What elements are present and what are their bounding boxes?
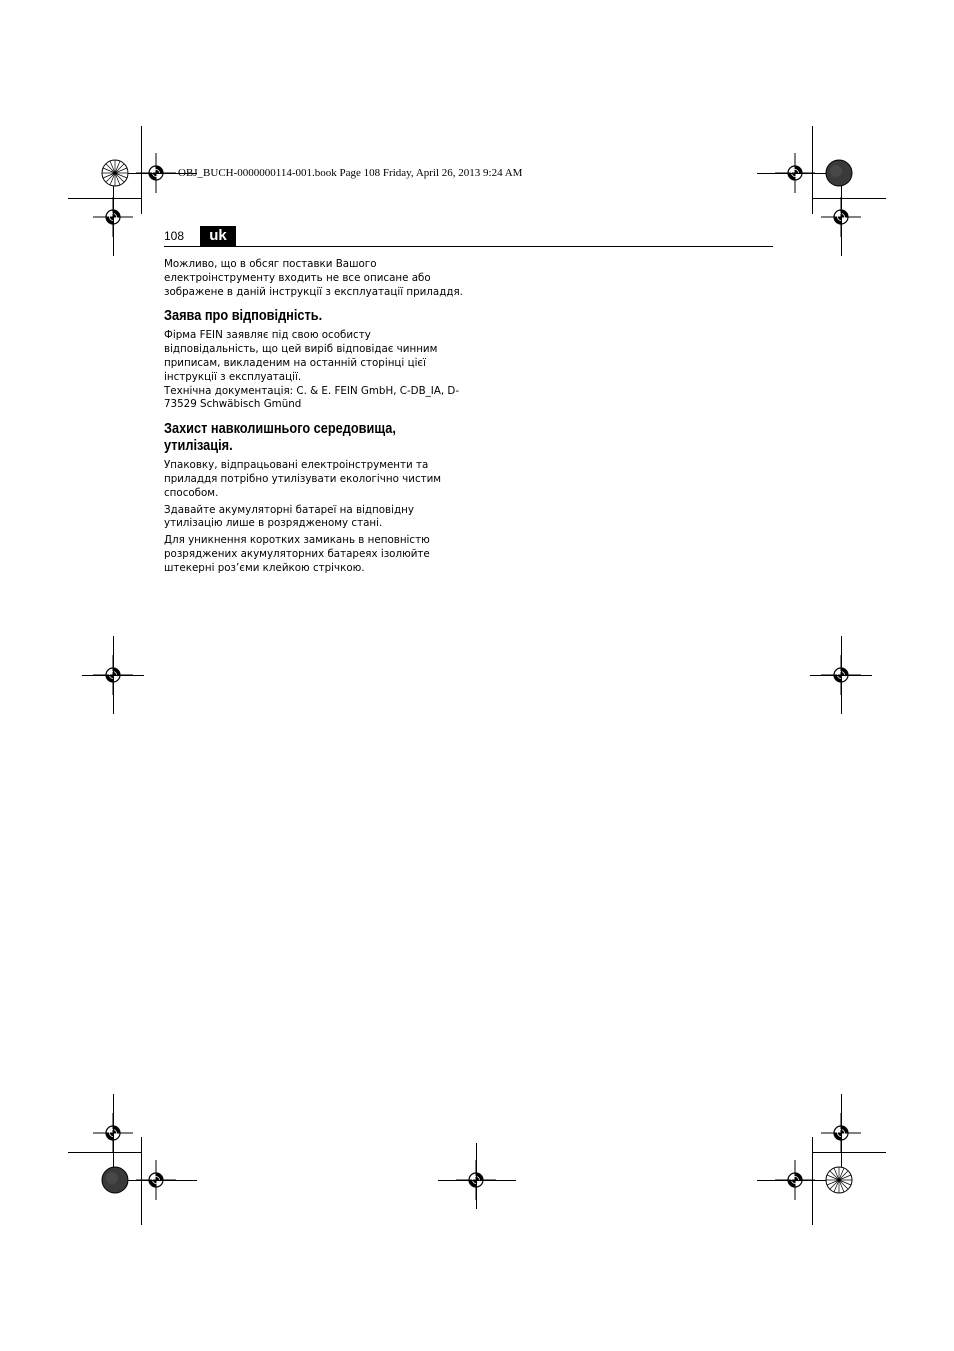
crop-line: [82, 675, 144, 676]
dark-disc-icon: [825, 159, 853, 187]
section-heading-environment: Захист навколишнього середовища, утилізація.: [164, 421, 396, 455]
crop-line: [810, 675, 872, 676]
page-number: 108: [164, 229, 185, 243]
crop-line: [476, 1143, 477, 1209]
spoke-disc-icon: [101, 159, 129, 187]
crop-line: [117, 1180, 197, 1181]
crop-line: [438, 1180, 516, 1181]
battery-disposal-paragraph: Здавайте акумуляторні батареї на відповідну утилізацію лише в розрядженому стані.: [164, 503, 414, 530]
intro-paragraph: Можливо, що в обсяг поставки Вашого електроінструменту входить не все описане або зображене в даній інструкції з експлуатації приладдя.: [164, 258, 463, 298]
crop-line: [841, 1094, 842, 1172]
short-circuit-paragraph: Для уникнення коротких замикань в неповністю розряджених акумуляторних батареях ізолюйте штекерні розʼєми клейкою стрічкою.: [164, 534, 430, 574]
crop-line: [841, 180, 842, 256]
file-info-line: OBJ_BUCH-0000000114-001.book Page 108 Friday, April 26, 2013 9:24 AM: [178, 167, 523, 179]
dark-disc-icon: [101, 1166, 129, 1194]
crop-line: [113, 1094, 114, 1172]
content-column: [164, 258, 464, 579]
technical-docs-paragraph: Технічна документація: C. & E. FEIN GmbH, C-DB_IA, D-73529 Schwäbisch Gmünd: [164, 384, 460, 411]
section-heading-declaration: Заява про відповідність.: [164, 308, 323, 325]
declaration-paragraph: Фірма FEIN заявляє під свою особисту відповідальність, що цей виріб відповідає чинним приписам, викладеним на останній сторінці цієї інструкції з експлуатації.: [164, 329, 438, 383]
language-badge: uk: [200, 226, 236, 246]
crop-line: [113, 180, 114, 256]
header-rule: [164, 246, 773, 247]
spoke-disc-icon: [825, 1166, 853, 1194]
disposal-paragraph: Упаковку, відпрацьовані електроінструменти та приладдя потрібно утилізувати екологічно чистим способом.: [164, 459, 442, 499]
